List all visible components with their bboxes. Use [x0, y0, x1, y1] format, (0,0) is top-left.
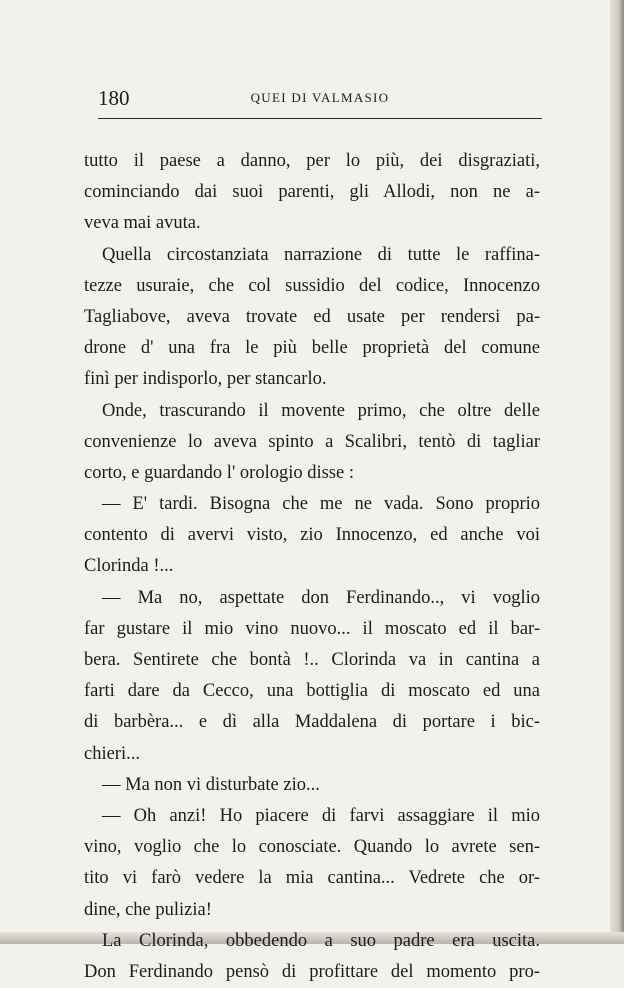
text-line: finì per indisporlo, per stancarlo. — [84, 369, 327, 390]
text-line: convenienze lo aveva spinto a Scalibri, tentò di tagliar — [84, 431, 540, 452]
running-title: QUEI DI VALMASIO — [250, 90, 390, 105]
text-line: bera. Sentirete che bontà !.. Clorinda va in cantina a — [84, 650, 540, 670]
text-line: tutto il paese a danno, per lo più, dei disgraziati, — [84, 151, 540, 171]
text-line: La Clorinda, obbedendo a suo padre era uscita. — [102, 930, 540, 951]
page-edge — [610, 0, 624, 944]
text-line: Don Ferdinando pensò di profittare del momento pro- — [84, 961, 540, 982]
text-line: cominciando dai suoi parenti, gli Allodi, non ne a- — [84, 182, 540, 203]
text-line: vino, voglio che lo conosciate. Quando lo avrete sen- — [84, 837, 540, 858]
body-text — [84, 146, 540, 988]
header-rule — [98, 118, 542, 119]
text-line: veva mai avuta. — [84, 213, 201, 234]
text-line: — Oh anzi! Ho piacere di farvi assaggiare il mio — [102, 805, 540, 826]
text-line: chieri... — [84, 743, 140, 764]
text-line: tezze usuraie, che col sussidio del codice, Innocenzo — [84, 275, 540, 296]
text-line: Clorinda !... — [84, 556, 174, 577]
text-line: tito vi farò vedere la mia cantina... Vedrete che or- — [84, 868, 540, 889]
text-line: drone d' una fra le più belle proprietà del comune — [84, 338, 540, 359]
text-line: — Ma non vi disturbate zio... — [102, 774, 320, 795]
text-line: Tagliabove, aveva trovate ed usate per rendersi pa- — [84, 306, 540, 327]
text-line: — Ma no, aspettate don Ferdinando.., vi voglio — [102, 587, 540, 608]
text-line: Onde, trascurando il movente primo, che oltre delle — [102, 400, 540, 421]
page-number: 180 — [98, 86, 130, 110]
text-line: — E' tardi. Bisogna che me ne vada. Sono proprio — [102, 494, 540, 515]
text-line: di barbèra... e dì alla Maddalena di portare i bic- — [84, 712, 540, 733]
text-line: Quella circostanziata narrazione di tutte le raffina- — [102, 244, 540, 265]
text-line: dine, che pulizia! — [84, 899, 212, 920]
text-line: farti dare da Cecco, una bottiglia di moscato ed una — [84, 681, 540, 702]
text-line: far gustare il mio vino nuovo... il moscato ed il bar- — [84, 618, 540, 639]
text-line: corto, e guardando l' orologio disse : — [84, 462, 354, 483]
page-header — [98, 86, 542, 112]
text-line: contento di avervi visto, zio Innocenzo, ed anche voi — [84, 525, 540, 546]
